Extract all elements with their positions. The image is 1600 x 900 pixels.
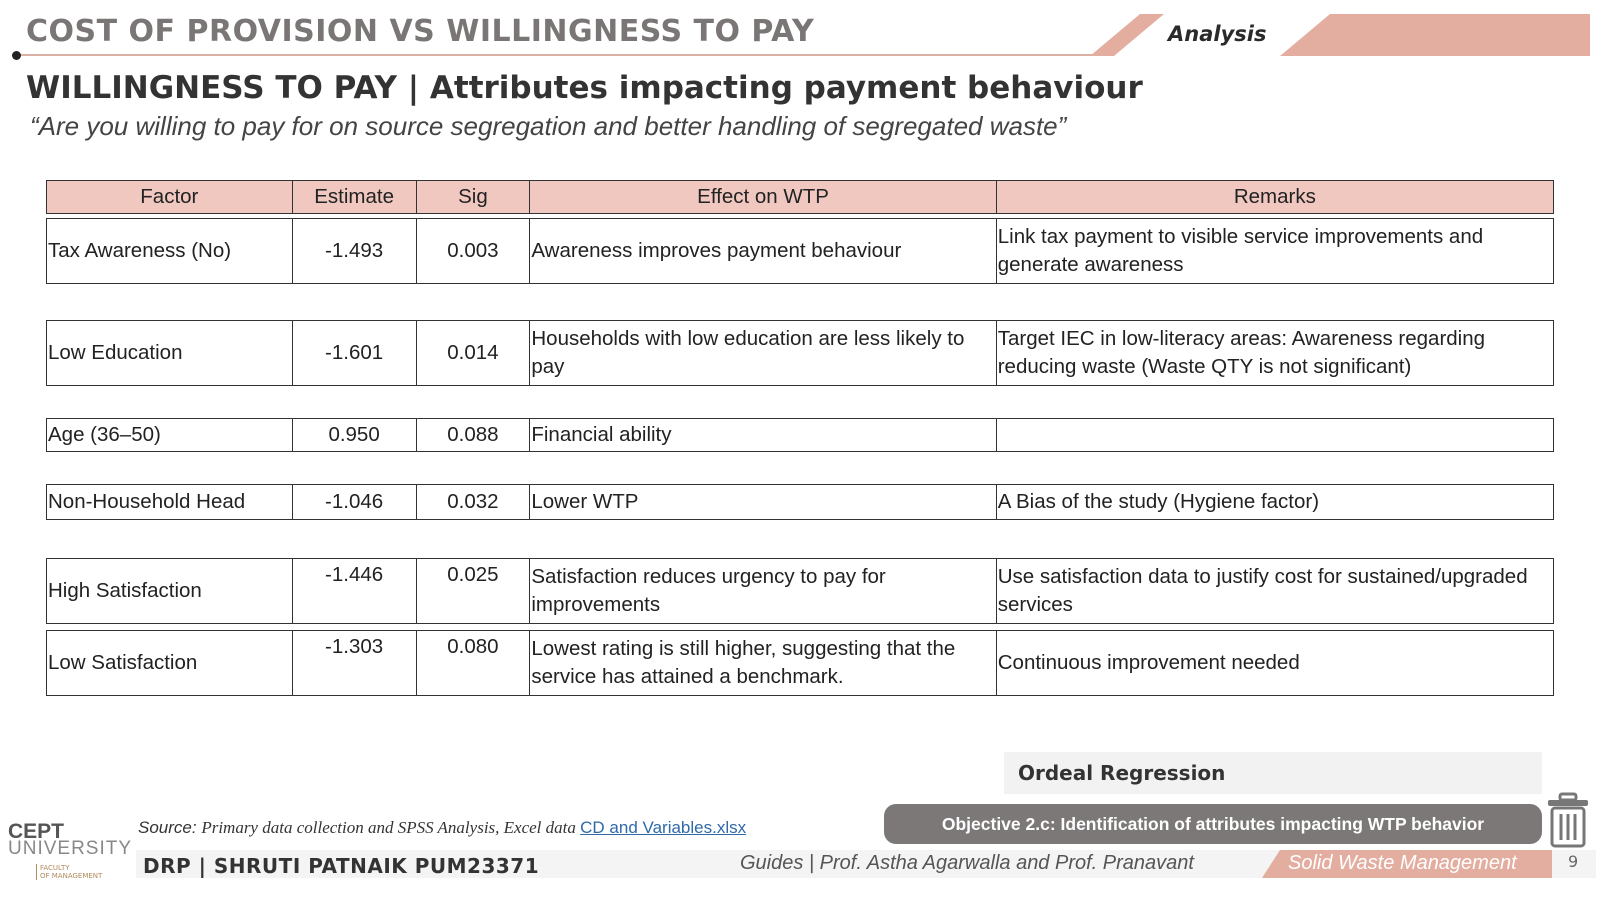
trash-icon[interactable] — [1544, 792, 1592, 848]
header-band-decoration — [1280, 14, 1590, 56]
table-row — [46, 418, 1554, 452]
effect-cell: Households with low education are less likely to pay — [530, 321, 996, 385]
logo-line2: UNIVERSITY — [8, 838, 133, 859]
method-label: Ordeal Regression — [1004, 752, 1542, 794]
estimate-cell: -1.303 — [293, 631, 417, 695]
effect-cell: Satisfaction reduces urgency to pay for improvements — [530, 559, 996, 623]
source-text: Primary data collection and SPSS Analysis, Excel data — [201, 818, 581, 837]
estimate-cell: -1.046 — [293, 485, 417, 519]
sig-cell: 0.032 — [417, 485, 531, 519]
effect-cell: Lowest rating is still higher, suggesting that the service has attained a benchmark. — [530, 631, 996, 695]
remarks-cell: Use satisfaction data to justify cost for sustained/upgraded services — [997, 565, 1528, 616]
logo-line3: FACULTY — [40, 864, 70, 872]
header-slant-decoration — [1090, 14, 1164, 56]
remarks-cell — [997, 419, 1553, 451]
remarks-cell: Continuous improvement needed — [997, 651, 1300, 674]
logo-line4: OF MANAGEMENT — [40, 872, 103, 880]
table-row — [46, 558, 1554, 624]
sig-cell: 0.088 — [417, 419, 531, 451]
table-header-row — [46, 180, 1554, 214]
remarks-cell: Link tax payment to visible service improvements and generate awareness — [997, 225, 1484, 276]
page-number: 9 — [1568, 852, 1579, 871]
remarks-cell: A Bias of the study (Hygiene factor) — [997, 490, 1320, 513]
guides-line: Guides | Prof. Astha Agarwalla and Prof. Pranavant — [740, 852, 1194, 874]
factor-cell: Low Education — [47, 321, 293, 385]
topic-label: Solid Waste Management — [1288, 852, 1517, 874]
author-line: DRP | SHRUTI PATNAIK PUM23371 — [143, 854, 540, 878]
title-bullet-dot — [12, 51, 21, 60]
remarks-cell: Target IEC in low-literacy areas: Awareness regarding reducing waste (Waste QTY is not significant) — [997, 327, 1486, 378]
table-row — [46, 484, 1554, 520]
sig-cell: 0.014 — [417, 321, 531, 385]
slide-title: COST OF PROVISION VS WILLINGNESS TO PAY — [26, 14, 815, 49]
slide-subtitle: WILLINGNESS TO PAY | Attributes impacting payment behaviour — [26, 70, 1143, 106]
effect-cell: Financial ability — [530, 419, 996, 451]
sig-cell: 0.025 — [417, 559, 531, 623]
factor-cell: Age (36–50) — [47, 419, 293, 451]
logo-line1: CEPT — [8, 820, 65, 843]
header-factor: Factor — [47, 181, 293, 213]
survey-question: “Are you willing to pay for on source segregation and better handling of segregated waste” — [30, 111, 1067, 141]
estimate-cell: -1.493 — [293, 219, 417, 283]
factor-cell: Non-Household Head — [47, 485, 293, 519]
factor-cell: Low Satisfaction — [47, 631, 293, 695]
sig-cell: 0.003 — [417, 219, 531, 283]
source-label: Source: — [138, 818, 202, 837]
section-label: Analysis — [1168, 22, 1267, 46]
estimate-cell: -1.601 — [293, 321, 417, 385]
sig-cell: 0.080 — [417, 631, 531, 695]
header-effect: Effect on WTP — [530, 181, 996, 213]
table-row — [46, 320, 1554, 386]
table-row — [46, 630, 1554, 696]
objective-banner: Objective 2.c: Identification of attributes impacting WTP behavior — [884, 804, 1542, 844]
header-estimate: Estimate — [293, 181, 417, 213]
estimate-cell: 0.950 — [293, 419, 417, 451]
effect-cell: Awareness improves payment behaviour — [530, 219, 996, 283]
header-remarks: Remarks — [1233, 185, 1316, 208]
cept-university-logo — [6, 820, 133, 880]
factor-cell: Tax Awareness (No) — [47, 219, 293, 283]
title-underline — [16, 54, 1096, 56]
table-row — [46, 218, 1554, 284]
header-sig: Sig — [417, 181, 531, 213]
logo-faculty — [36, 864, 102, 880]
factor-cell: High Satisfaction — [47, 559, 293, 623]
excel-file-link[interactable]: CD and Variables.xlsx — [580, 818, 747, 837]
estimate-cell: -1.446 — [293, 559, 417, 623]
source-note — [138, 818, 746, 838]
effect-cell: Lower WTP — [530, 485, 996, 519]
